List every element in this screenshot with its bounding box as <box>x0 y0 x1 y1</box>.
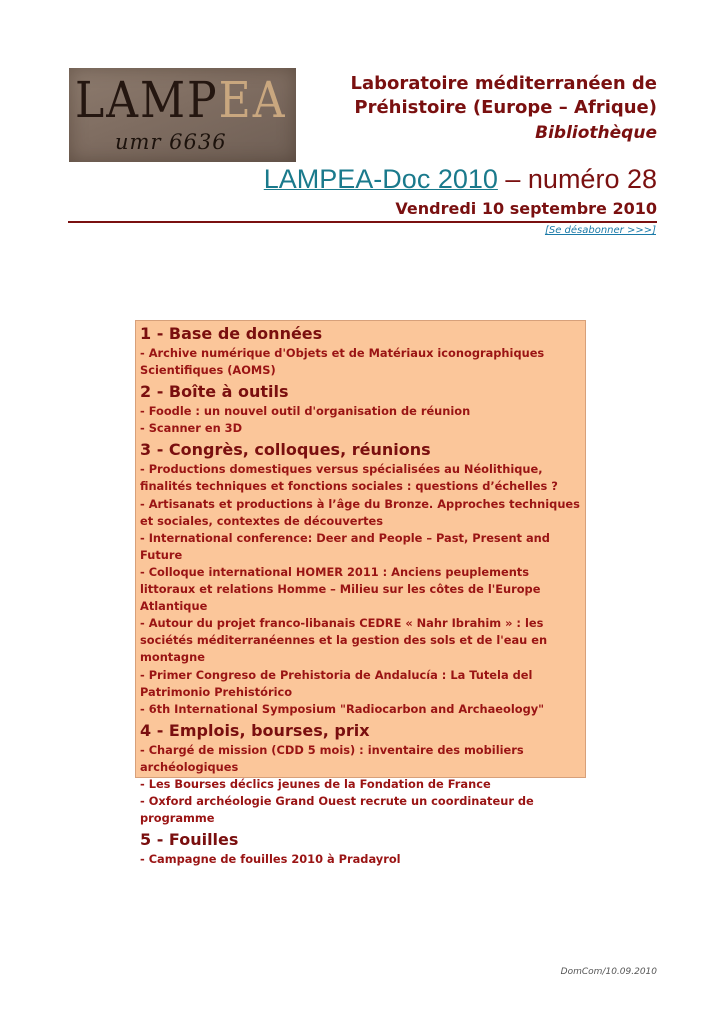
footer-note: DomCom/10.09.2010 <box>560 967 657 977</box>
toc-item[interactable]: - Foodle : un nouvel outil d'organisation de réunion <box>140 404 471 419</box>
toc-item[interactable]: - Artisanats et productions à l’âge du Bronze. Approches techniques et sociales, contextes de découvertes <box>140 496 580 528</box>
lab-name-line2: Préhistoire (Europe – Afrique) <box>354 97 657 118</box>
header-divider <box>68 221 657 223</box>
toc-section-title[interactable]: 2 - Boîte à outils <box>140 382 289 402</box>
table-of-contents <box>135 320 586 867</box>
toc-section-title[interactable]: 1 - Base de données <box>140 324 323 343</box>
toc-item[interactable]: - Primer Congreso de Prehistoria de Andalucía : La Tutela del Patrimonio Prehistórico <box>140 667 533 699</box>
toc-section-title[interactable]: 5 - Fouilles <box>140 830 239 850</box>
toc-item[interactable]: - Productions domestiques versus spécialisées au Néolithique, finalités techniques et fonctions sociales : questions d’échelles ? <box>140 462 558 494</box>
lampea-logo <box>69 68 296 162</box>
toc-section-title[interactable]: 3 - Congrès, colloques, réunions <box>140 440 431 460</box>
issue-date: Vendredi 10 septembre 2010 <box>395 199 657 218</box>
toc-item[interactable]: - International conference: Deer and People – Past, Present and Future <box>140 530 550 562</box>
toc-item[interactable]: - Colloque international HOMER 2011 : Anciens peuplements littoraux et relations Homme – Milieu sur les côtes de l'Europe Atlantique <box>140 564 541 614</box>
toc-item[interactable]: - Archive numérique d'Objets et de Matériaux iconographiques Scientifiques (AOMS) <box>140 346 545 378</box>
issue-title <box>264 164 657 195</box>
toc-item[interactable]: - Chargé de mission (CDD 5 mois) : inventaire des mobiliers archéologiques <box>140 742 524 774</box>
toc-item[interactable]: - Scanner en 3D <box>140 421 243 436</box>
lab-name-line1: Laboratoire méditerranéen de <box>350 73 657 94</box>
toc-item[interactable]: - Autour du projet franco-libanais CEDRE « Nahr Ibrahim » : les sociétés méditerranéennes et la gestion des sols et de l'eau en montagne <box>140 616 548 665</box>
toc-item[interactable]: - Oxford archéologie Grand Ouest recrute un coordinateur de programme <box>140 794 534 826</box>
toc-section-title[interactable]: 4 - Emplois, bourses, prix <box>140 720 370 740</box>
library-label: Bibliothèque <box>535 123 657 143</box>
toc-item[interactable]: - Campagne de fouilles 2010 à Pradayrol <box>140 852 401 867</box>
lab-header <box>350 72 657 143</box>
logo-text: LAMPEA <box>75 72 287 130</box>
logo-subtext: umr 6636 <box>115 130 227 154</box>
unsubscribe-link[interactable]: [Se désabonner >>>] <box>544 225 656 236</box>
issue-link[interactable]: LAMPEA-Doc 2010 <box>263 164 498 194</box>
toc-item[interactable]: - 6th International Symposium "Radiocarbon and Archaeology" <box>140 701 545 716</box>
issue-number: – numéro 28 <box>497 164 657 194</box>
toc-item[interactable]: - Les Bourses déclics jeunes de la Fondation de France <box>140 776 491 791</box>
